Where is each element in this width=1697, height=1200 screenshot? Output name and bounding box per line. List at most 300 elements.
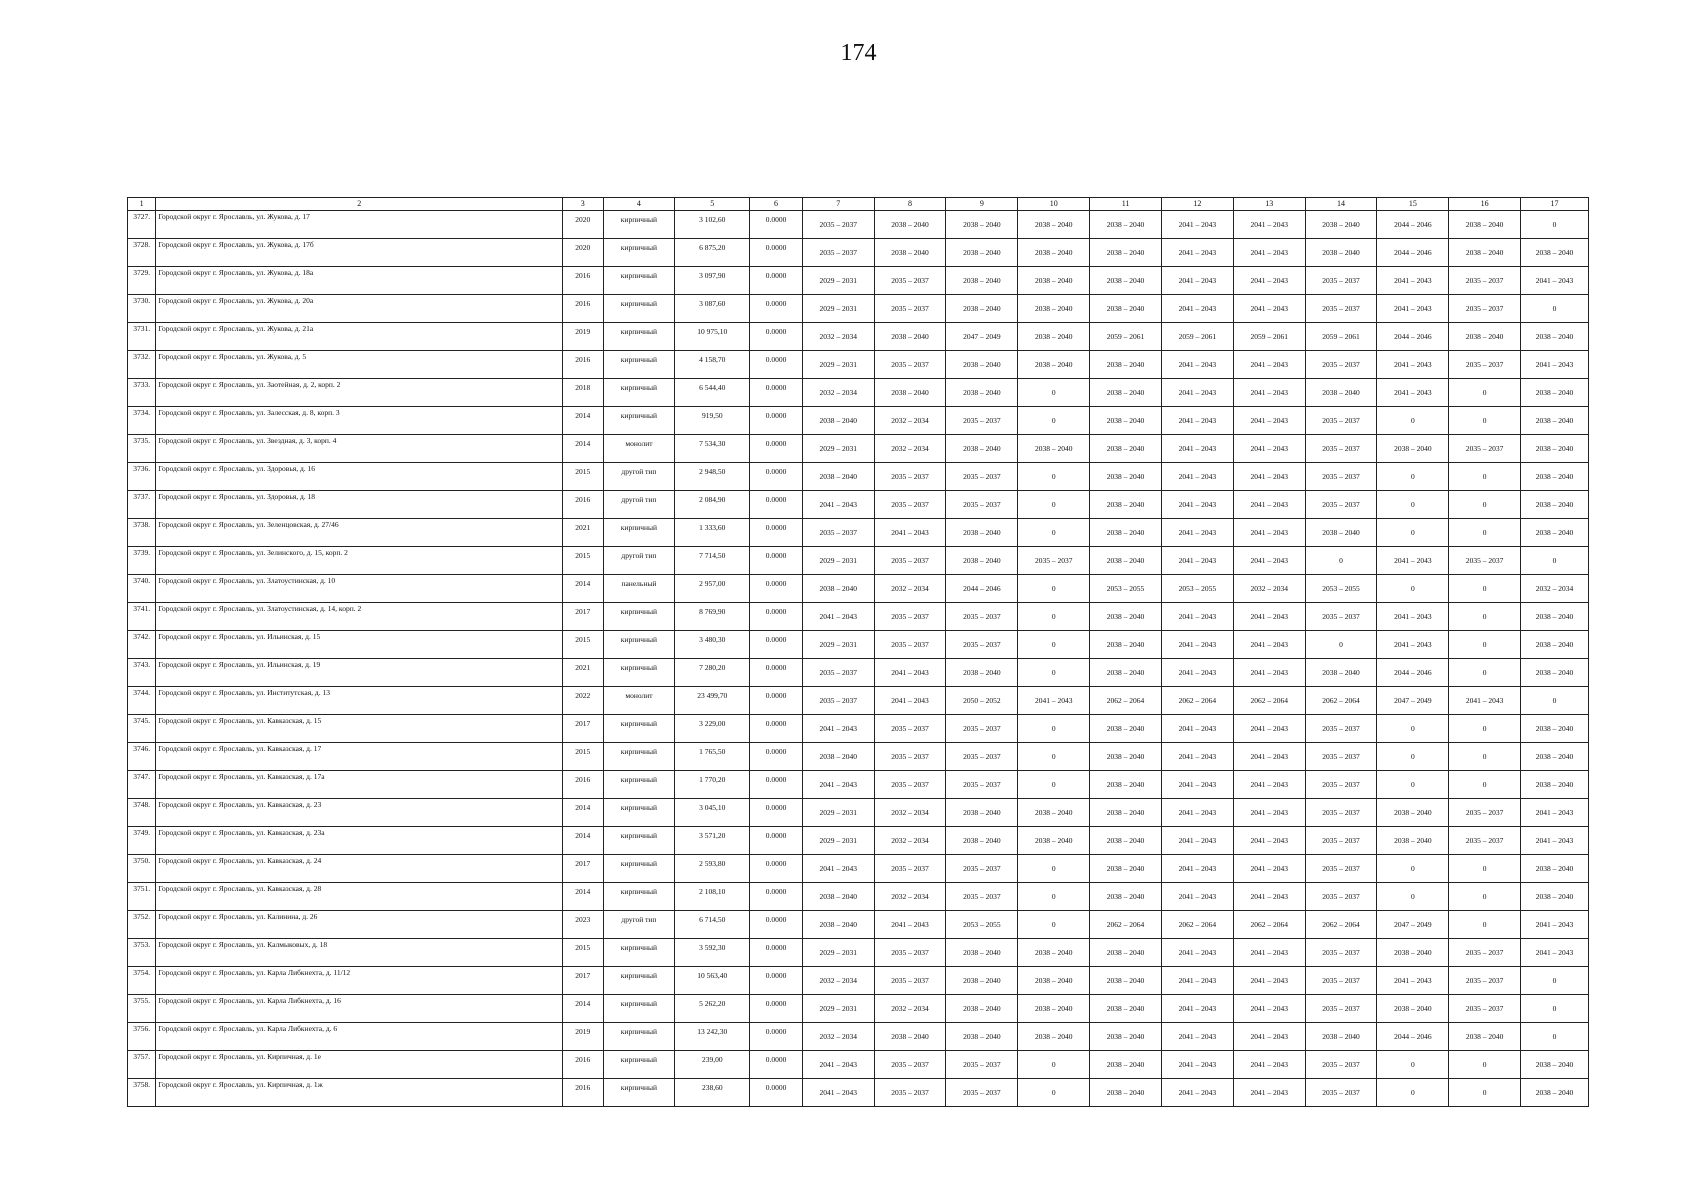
period-col-11-cell: 2038 – 2040 <box>1090 883 1162 911</box>
period-col-16-cell: 2038 – 2040 <box>1449 211 1521 239</box>
year-cell: 2020 <box>563 211 603 239</box>
period-col-14-cell: 2035 – 2037 <box>1305 715 1377 743</box>
period-col-16-cell: 0 <box>1449 743 1521 771</box>
period-col-17-cell: 2038 – 2040 <box>1521 519 1589 547</box>
period-col-17-cell: 0 <box>1521 967 1589 995</box>
wall-material-cell: кирпичный <box>603 631 675 659</box>
address-cell: Городской округ г. Ярославль, ул. Карла Либкнехта, д. 11/12 <box>156 967 563 995</box>
year-cell: 2017 <box>563 967 603 995</box>
period-col-11-cell: 2038 – 2040 <box>1090 239 1162 267</box>
address-cell: Городской округ г. Ярославль, ул. Институтская, д. 13 <box>156 687 563 715</box>
period-col-13-cell: 2041 – 2043 <box>1233 1079 1305 1107</box>
ratio-cell: 0.0000 <box>750 323 803 351</box>
ratio-cell: 0.0000 <box>750 547 803 575</box>
period-col-14-cell: 2038 – 2040 <box>1305 239 1377 267</box>
period-col-10-cell: 2038 – 2040 <box>1018 211 1090 239</box>
period-col-9-cell: 2038 – 2040 <box>946 519 1018 547</box>
period-col-11-cell: 2038 – 2040 <box>1090 827 1162 855</box>
period-col-11-cell: 2038 – 2040 <box>1090 659 1162 687</box>
period-col-17-cell: 2041 – 2043 <box>1521 351 1589 379</box>
period-col-9-cell: 2038 – 2040 <box>946 659 1018 687</box>
period-col-16-cell: 0 <box>1449 715 1521 743</box>
period-col-10-cell: 2035 – 2037 <box>1018 547 1090 575</box>
period-col-9-cell: 2038 – 2040 <box>946 799 1018 827</box>
period-col-13-cell: 2041 – 2043 <box>1233 995 1305 1023</box>
period-col-11-cell: 2038 – 2040 <box>1090 351 1162 379</box>
column-header-17: 17 <box>1521 198 1589 211</box>
period-col-7-cell: 2035 – 2037 <box>802 659 874 687</box>
year-cell: 2017 <box>563 715 603 743</box>
period-col-12-cell: 2041 – 2043 <box>1161 491 1233 519</box>
period-col-12-cell: 2041 – 2043 <box>1161 659 1233 687</box>
period-col-13-cell: 2041 – 2043 <box>1233 239 1305 267</box>
period-col-7-cell: 2038 – 2040 <box>802 575 874 603</box>
period-col-13-cell: 2041 – 2043 <box>1233 883 1305 911</box>
wall-material-cell: другой тип <box>603 911 675 939</box>
period-col-17-cell: 0 <box>1521 295 1589 323</box>
period-col-10-cell: 2038 – 2040 <box>1018 323 1090 351</box>
year-cell: 2014 <box>563 799 603 827</box>
wall-material-cell: кирпичный <box>603 267 675 295</box>
period-col-16-cell: 0 <box>1449 575 1521 603</box>
area-cell: 13 242,30 <box>675 1023 750 1051</box>
address-cell: Городской округ г. Ярославль, ул. Ильинская, д. 15 <box>156 631 563 659</box>
period-col-11-cell: 2038 – 2040 <box>1090 379 1162 407</box>
period-col-10-cell: 2038 – 2040 <box>1018 1023 1090 1051</box>
period-col-17-cell: 2038 – 2040 <box>1521 239 1589 267</box>
ratio-cell: 0.0000 <box>750 211 803 239</box>
address-cell: Городской округ г. Ярославль, ул. Карла Либкнехта, д. 6 <box>156 1023 563 1051</box>
address-cell: Городской округ г. Ярославль, ул. Залесская, д. 8, корп. 3 <box>156 407 563 435</box>
row-number-cell: 3753. <box>128 939 156 967</box>
period-col-12-cell: 2041 – 2043 <box>1161 295 1233 323</box>
period-col-13-cell: 2041 – 2043 <box>1233 743 1305 771</box>
period-col-9-cell: 2035 – 2037 <box>946 883 1018 911</box>
column-header-2: 2 <box>156 198 563 211</box>
address-cell: Городской округ г. Ярославль, ул. Жукова, д. 20а <box>156 295 563 323</box>
period-col-16-cell: 2035 – 2037 <box>1449 435 1521 463</box>
period-col-12-cell: 2041 – 2043 <box>1161 715 1233 743</box>
period-col-14-cell: 2035 – 2037 <box>1305 967 1377 995</box>
ratio-cell: 0.0000 <box>750 911 803 939</box>
period-col-17-cell: 2038 – 2040 <box>1521 883 1589 911</box>
row-number-cell: 3737. <box>128 491 156 519</box>
row-number-cell: 3750. <box>128 855 156 883</box>
address-cell: Городской округ г. Ярославль, ул. Кавказская, д. 17 <box>156 743 563 771</box>
address-cell: Городской округ г. Ярославль, ул. Калмыковых, д. 18 <box>156 939 563 967</box>
period-col-11-cell: 2038 – 2040 <box>1090 995 1162 1023</box>
period-col-9-cell: 2035 – 2037 <box>946 715 1018 743</box>
table-row <box>128 295 1589 323</box>
wall-material-cell: кирпичный <box>603 659 675 687</box>
table-row <box>128 855 1589 883</box>
address-cell: Городской округ г. Ярославль, ул. Ильинская, д. 19 <box>156 659 563 687</box>
address-cell: Городской округ г. Ярославль, ул. Кавказская, д. 24 <box>156 855 563 883</box>
period-col-16-cell: 2038 – 2040 <box>1449 239 1521 267</box>
period-col-9-cell: 2035 – 2037 <box>946 1079 1018 1107</box>
address-cell: Городской округ г. Ярославль, ул. Жукова, д. 18а <box>156 267 563 295</box>
period-col-11-cell: 2038 – 2040 <box>1090 1079 1162 1107</box>
address-cell: Городской округ г. Ярославль, ул. Златоустинская, д. 14, корп. 2 <box>156 603 563 631</box>
period-col-7-cell: 2038 – 2040 <box>802 883 874 911</box>
period-col-16-cell: 2035 – 2037 <box>1449 351 1521 379</box>
year-cell: 2017 <box>563 855 603 883</box>
period-col-13-cell: 2062 – 2064 <box>1233 687 1305 715</box>
wall-material-cell: кирпичный <box>603 883 675 911</box>
period-col-14-cell: 0 <box>1305 631 1377 659</box>
address-cell: Городской округ г. Ярославль, ул. Кавказская, д. 23 <box>156 799 563 827</box>
row-number-cell: 3741. <box>128 603 156 631</box>
period-col-9-cell: 2038 – 2040 <box>946 435 1018 463</box>
ratio-cell: 0.0000 <box>750 1051 803 1079</box>
area-cell: 3 592,30 <box>675 939 750 967</box>
wall-material-cell: другой тип <box>603 463 675 491</box>
ratio-cell: 0.0000 <box>750 771 803 799</box>
period-col-15-cell: 0 <box>1377 883 1449 911</box>
period-col-8-cell: 2035 – 2037 <box>874 603 946 631</box>
period-col-13-cell: 2041 – 2043 <box>1233 799 1305 827</box>
wall-material-cell: кирпичный <box>603 407 675 435</box>
wall-material-cell: кирпичный <box>603 323 675 351</box>
period-col-17-cell: 2041 – 2043 <box>1521 911 1589 939</box>
period-col-10-cell: 0 <box>1018 491 1090 519</box>
row-number-cell: 3747. <box>128 771 156 799</box>
period-col-9-cell: 2035 – 2037 <box>946 855 1018 883</box>
address-cell: Городской округ г. Ярославль, ул. Жукова, д. 5 <box>156 351 563 379</box>
year-cell: 2019 <box>563 323 603 351</box>
period-col-12-cell: 2059 – 2061 <box>1161 323 1233 351</box>
period-col-15-cell: 2041 – 2043 <box>1377 631 1449 659</box>
period-col-13-cell: 2041 – 2043 <box>1233 855 1305 883</box>
period-col-11-cell: 2038 – 2040 <box>1090 519 1162 547</box>
period-col-8-cell: 2035 – 2037 <box>874 631 946 659</box>
ratio-cell: 0.0000 <box>750 1079 803 1107</box>
period-col-12-cell: 2041 – 2043 <box>1161 547 1233 575</box>
period-col-11-cell: 2038 – 2040 <box>1090 1051 1162 1079</box>
row-number-cell: 3746. <box>128 743 156 771</box>
period-col-8-cell: 2032 – 2034 <box>874 883 946 911</box>
period-col-9-cell: 2038 – 2040 <box>946 1023 1018 1051</box>
period-col-14-cell: 2062 – 2064 <box>1305 687 1377 715</box>
column-header-6: 6 <box>750 198 803 211</box>
period-col-7-cell: 2035 – 2037 <box>802 211 874 239</box>
period-col-12-cell: 2053 – 2055 <box>1161 575 1233 603</box>
period-col-16-cell: 2035 – 2037 <box>1449 799 1521 827</box>
row-number-cell: 3736. <box>128 463 156 491</box>
period-col-12-cell: 2041 – 2043 <box>1161 519 1233 547</box>
housing-register-table <box>127 197 1589 1107</box>
period-col-8-cell: 2032 – 2034 <box>874 407 946 435</box>
period-col-11-cell: 2062 – 2064 <box>1090 911 1162 939</box>
row-number-cell: 3729. <box>128 267 156 295</box>
row-number-cell: 3731. <box>128 323 156 351</box>
period-col-13-cell: 2041 – 2043 <box>1233 1051 1305 1079</box>
table-body <box>128 211 1589 1107</box>
period-col-10-cell: 2038 – 2040 <box>1018 239 1090 267</box>
period-col-16-cell: 2038 – 2040 <box>1449 323 1521 351</box>
area-cell: 4 158,70 <box>675 351 750 379</box>
row-number-cell: 3739. <box>128 547 156 575</box>
period-col-14-cell: 2035 – 2037 <box>1305 267 1377 295</box>
period-col-8-cell: 2035 – 2037 <box>874 295 946 323</box>
period-col-7-cell: 2041 – 2043 <box>802 715 874 743</box>
period-col-15-cell: 0 <box>1377 491 1449 519</box>
period-col-7-cell: 2038 – 2040 <box>802 407 874 435</box>
period-col-13-cell: 2041 – 2043 <box>1233 407 1305 435</box>
period-col-10-cell: 0 <box>1018 575 1090 603</box>
period-col-16-cell: 2035 – 2037 <box>1449 295 1521 323</box>
period-col-14-cell: 2035 – 2037 <box>1305 295 1377 323</box>
period-col-13-cell: 2041 – 2043 <box>1233 379 1305 407</box>
period-col-7-cell: 2029 – 2031 <box>802 267 874 295</box>
period-col-14-cell: 2035 – 2037 <box>1305 1051 1377 1079</box>
period-col-15-cell: 2038 – 2040 <box>1377 995 1449 1023</box>
period-col-11-cell: 2038 – 2040 <box>1090 715 1162 743</box>
period-col-10-cell: 0 <box>1018 603 1090 631</box>
table-row <box>128 603 1589 631</box>
ratio-cell: 0.0000 <box>750 463 803 491</box>
period-col-13-cell: 2041 – 2043 <box>1233 463 1305 491</box>
period-col-15-cell: 0 <box>1377 743 1449 771</box>
row-number-cell: 3735. <box>128 435 156 463</box>
period-col-16-cell: 2035 – 2037 <box>1449 547 1521 575</box>
period-col-13-cell: 2059 – 2061 <box>1233 323 1305 351</box>
table-row <box>128 659 1589 687</box>
table-row <box>128 575 1589 603</box>
address-cell: Городской округ г. Ярославль, ул. Заотейная, д. 2, корп. 2 <box>156 379 563 407</box>
period-col-17-cell: 2041 – 2043 <box>1521 799 1589 827</box>
table-row <box>128 267 1589 295</box>
period-col-13-cell: 2041 – 2043 <box>1233 519 1305 547</box>
table-row <box>128 547 1589 575</box>
period-col-14-cell: 0 <box>1305 547 1377 575</box>
period-col-7-cell: 2041 – 2043 <box>802 491 874 519</box>
period-col-12-cell: 2041 – 2043 <box>1161 379 1233 407</box>
table-row <box>128 911 1589 939</box>
period-col-17-cell: 2038 – 2040 <box>1521 323 1589 351</box>
period-col-8-cell: 2035 – 2037 <box>874 771 946 799</box>
table-row <box>128 631 1589 659</box>
period-col-10-cell: 2038 – 2040 <box>1018 799 1090 827</box>
period-col-15-cell: 2038 – 2040 <box>1377 799 1449 827</box>
year-cell: 2020 <box>563 239 603 267</box>
period-col-10-cell: 0 <box>1018 883 1090 911</box>
period-col-14-cell: 2035 – 2037 <box>1305 435 1377 463</box>
period-col-15-cell: 2047 – 2049 <box>1377 687 1449 715</box>
period-col-16-cell: 0 <box>1449 491 1521 519</box>
wall-material-cell: кирпичный <box>603 1079 675 1107</box>
period-col-12-cell: 2041 – 2043 <box>1161 239 1233 267</box>
period-col-11-cell: 2038 – 2040 <box>1090 211 1162 239</box>
period-col-14-cell: 2062 – 2064 <box>1305 911 1377 939</box>
row-number-cell: 3743. <box>128 659 156 687</box>
period-col-16-cell: 2035 – 2037 <box>1449 939 1521 967</box>
period-col-8-cell: 2032 – 2034 <box>874 827 946 855</box>
period-col-16-cell: 0 <box>1449 379 1521 407</box>
address-cell: Городской округ г. Ярославль, ул. Карла Либкнехта, д. 16 <box>156 995 563 1023</box>
period-col-15-cell: 0 <box>1377 715 1449 743</box>
period-col-14-cell: 2038 – 2040 <box>1305 1023 1377 1051</box>
area-cell: 3 480,30 <box>675 631 750 659</box>
period-col-11-cell: 2038 – 2040 <box>1090 631 1162 659</box>
period-col-12-cell: 2041 – 2043 <box>1161 463 1233 491</box>
table-row <box>128 743 1589 771</box>
period-col-10-cell: 2038 – 2040 <box>1018 351 1090 379</box>
year-cell: 2014 <box>563 827 603 855</box>
area-cell: 7 534,30 <box>675 435 750 463</box>
period-col-7-cell: 2041 – 2043 <box>802 855 874 883</box>
period-col-13-cell: 2062 – 2064 <box>1233 911 1305 939</box>
period-col-11-cell: 2038 – 2040 <box>1090 967 1162 995</box>
wall-material-cell: кирпичный <box>603 239 675 267</box>
ratio-cell: 0.0000 <box>750 603 803 631</box>
ratio-cell: 0.0000 <box>750 379 803 407</box>
period-col-10-cell: 0 <box>1018 407 1090 435</box>
year-cell: 2023 <box>563 911 603 939</box>
period-col-12-cell: 2041 – 2043 <box>1161 799 1233 827</box>
address-cell: Городской округ г. Ярославль, ул. Кирпичная, д. 1ж <box>156 1079 563 1107</box>
table-row <box>128 407 1589 435</box>
row-number-cell: 3748. <box>128 799 156 827</box>
year-cell: 2014 <box>563 435 603 463</box>
period-col-8-cell: 2041 – 2043 <box>874 659 946 687</box>
period-col-7-cell: 2029 – 2031 <box>802 351 874 379</box>
period-col-9-cell: 2035 – 2037 <box>946 463 1018 491</box>
area-cell: 2 084,90 <box>675 491 750 519</box>
column-header-8: 8 <box>874 198 946 211</box>
period-col-16-cell: 2041 – 2043 <box>1449 687 1521 715</box>
period-col-15-cell: 2041 – 2043 <box>1377 351 1449 379</box>
period-col-15-cell: 0 <box>1377 463 1449 491</box>
period-col-12-cell: 2041 – 2043 <box>1161 855 1233 883</box>
period-col-8-cell: 2035 – 2037 <box>874 967 946 995</box>
period-col-7-cell: 2029 – 2031 <box>802 295 874 323</box>
period-col-8-cell: 2035 – 2037 <box>874 463 946 491</box>
year-cell: 2015 <box>563 463 603 491</box>
period-col-15-cell: 2038 – 2040 <box>1377 435 1449 463</box>
period-col-15-cell: 0 <box>1377 771 1449 799</box>
wall-material-cell: кирпичный <box>603 799 675 827</box>
area-cell: 8 769,90 <box>675 603 750 631</box>
period-col-15-cell: 2038 – 2040 <box>1377 939 1449 967</box>
address-cell: Городской округ г. Ярославль, ул. Здоровья, д. 18 <box>156 491 563 519</box>
period-col-11-cell: 2038 – 2040 <box>1090 407 1162 435</box>
table-row <box>128 771 1589 799</box>
wall-material-cell: монолит <box>603 687 675 715</box>
area-cell: 238,60 <box>675 1079 750 1107</box>
period-col-14-cell: 2053 – 2055 <box>1305 575 1377 603</box>
row-number-cell: 3757. <box>128 1051 156 1079</box>
period-col-11-cell: 2038 – 2040 <box>1090 463 1162 491</box>
table-row <box>128 1079 1589 1107</box>
period-col-17-cell: 0 <box>1521 547 1589 575</box>
area-cell: 7 714,50 <box>675 547 750 575</box>
period-col-7-cell: 2038 – 2040 <box>802 463 874 491</box>
address-cell: Городской округ г. Ярославль, ул. Кавказская, д. 23а <box>156 827 563 855</box>
period-col-13-cell: 2041 – 2043 <box>1233 771 1305 799</box>
period-col-9-cell: 2035 – 2037 <box>946 603 1018 631</box>
period-col-12-cell: 2041 – 2043 <box>1161 631 1233 659</box>
period-col-17-cell: 0 <box>1521 995 1589 1023</box>
area-cell: 1 765,50 <box>675 743 750 771</box>
column-number-row <box>128 198 1589 211</box>
address-cell: Городской округ г. Ярославль, ул. Жукова, д. 17б <box>156 239 563 267</box>
period-col-8-cell: 2038 – 2040 <box>874 1023 946 1051</box>
year-cell: 2016 <box>563 295 603 323</box>
period-col-15-cell: 2044 – 2046 <box>1377 659 1449 687</box>
period-col-17-cell: 2038 – 2040 <box>1521 1079 1589 1107</box>
period-col-8-cell: 2041 – 2043 <box>874 911 946 939</box>
column-header-14: 14 <box>1305 198 1377 211</box>
row-number-cell: 3738. <box>128 519 156 547</box>
period-col-9-cell: 2047 – 2049 <box>946 323 1018 351</box>
area-cell: 6 544,40 <box>675 379 750 407</box>
row-number-cell: 3733. <box>128 379 156 407</box>
period-col-12-cell: 2041 – 2043 <box>1161 743 1233 771</box>
wall-material-cell: кирпичный <box>603 379 675 407</box>
period-col-16-cell: 2035 – 2037 <box>1449 995 1521 1023</box>
wall-material-cell: кирпичный <box>603 211 675 239</box>
period-col-8-cell: 2035 – 2037 <box>874 267 946 295</box>
address-cell: Городской округ г. Ярославль, ул. Зелинского, д. 15, корп. 2 <box>156 547 563 575</box>
period-col-9-cell: 2038 – 2040 <box>946 211 1018 239</box>
period-col-7-cell: 2029 – 2031 <box>802 799 874 827</box>
period-col-17-cell: 2041 – 2043 <box>1521 939 1589 967</box>
period-col-17-cell: 2038 – 2040 <box>1521 659 1589 687</box>
table-row <box>128 435 1589 463</box>
period-col-9-cell: 2035 – 2037 <box>946 771 1018 799</box>
wall-material-cell: другой тип <box>603 491 675 519</box>
column-header-4: 4 <box>603 198 675 211</box>
area-cell: 7 280,20 <box>675 659 750 687</box>
period-col-17-cell: 2038 – 2040 <box>1521 743 1589 771</box>
period-col-8-cell: 2035 – 2037 <box>874 1079 946 1107</box>
period-col-16-cell: 0 <box>1449 1079 1521 1107</box>
area-cell: 6 714,50 <box>675 911 750 939</box>
period-col-8-cell: 2032 – 2034 <box>874 435 946 463</box>
ratio-cell: 0.0000 <box>750 575 803 603</box>
table-row <box>128 323 1589 351</box>
period-col-7-cell: 2029 – 2031 <box>802 827 874 855</box>
period-col-13-cell: 2041 – 2043 <box>1233 939 1305 967</box>
period-col-14-cell: 2035 – 2037 <box>1305 491 1377 519</box>
period-col-17-cell: 0 <box>1521 687 1589 715</box>
row-number-cell: 3730. <box>128 295 156 323</box>
period-col-14-cell: 2035 – 2037 <box>1305 603 1377 631</box>
page-number: 174 <box>840 40 877 66</box>
period-col-10-cell: 0 <box>1018 911 1090 939</box>
table-row <box>128 463 1589 491</box>
ratio-cell: 0.0000 <box>750 715 803 743</box>
area-cell: 1 333,60 <box>675 519 750 547</box>
period-col-8-cell: 2038 – 2040 <box>874 379 946 407</box>
period-col-17-cell: 2038 – 2040 <box>1521 631 1589 659</box>
period-col-17-cell: 2038 – 2040 <box>1521 1051 1589 1079</box>
wall-material-cell: кирпичный <box>603 1023 675 1051</box>
table-row <box>128 967 1589 995</box>
period-col-13-cell: 2041 – 2043 <box>1233 603 1305 631</box>
period-col-7-cell: 2041 – 2043 <box>802 603 874 631</box>
column-header-3: 3 <box>563 198 603 211</box>
ratio-cell: 0.0000 <box>750 743 803 771</box>
period-col-15-cell: 2041 – 2043 <box>1377 967 1449 995</box>
wall-material-cell: кирпичный <box>603 603 675 631</box>
period-col-7-cell: 2029 – 2031 <box>802 631 874 659</box>
period-col-16-cell: 0 <box>1449 1051 1521 1079</box>
period-col-14-cell: 2035 – 2037 <box>1305 1079 1377 1107</box>
period-col-11-cell: 2062 – 2064 <box>1090 687 1162 715</box>
period-col-14-cell: 2038 – 2040 <box>1305 519 1377 547</box>
